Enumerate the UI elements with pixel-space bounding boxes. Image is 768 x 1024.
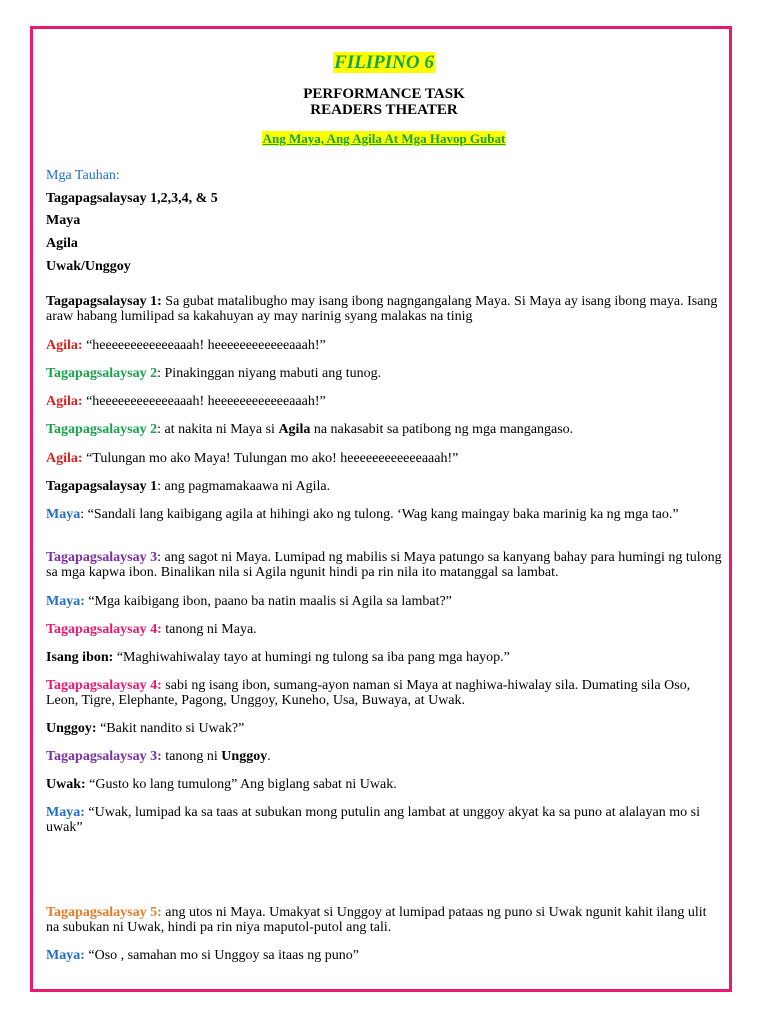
line-text: : ang pagmamakaawa ni Agila. (157, 479, 331, 494)
speaker-label: Agila: (46, 338, 83, 353)
speaker-label: Tagapagsalaysay 3 (46, 550, 158, 565)
speaker-label: Tagapagsalaysay 4: (46, 678, 162, 693)
cast-member: Agila (46, 236, 78, 251)
script-line (46, 550, 722, 580)
speaker-label: Tagapagsalaysay 1: (46, 294, 162, 309)
cast-member: Maya (46, 213, 81, 228)
line-text: tanong ni (161, 749, 222, 764)
script-line (46, 294, 722, 324)
script-line (46, 905, 722, 935)
script-line (46, 777, 722, 792)
script-line (46, 366, 722, 381)
line-text: “Gusto ko lang tumulong” Ang biglang sabat ni Uwak. (85, 777, 397, 792)
line-text: : ang sagot ni Maya. Lumipad ng mabilis si Maya patungo sa kanyang bahay para humingi ng tulong sa mga kapwa ibon. Binalikan nila si Agila ngunit hindi pa rin nila ito matanggal sa lambat. (46, 550, 722, 580)
cast-member: Tagapagsalaysay 1,2,3,4, & 5 (46, 191, 218, 206)
speaker-label: Isang ibon: (46, 650, 114, 665)
speaker-label: Tagapagsalaysay 1 (46, 479, 158, 494)
story-title: Ang Maya, Ang Agila At Mga Havop Gubat (262, 131, 506, 146)
script-line (46, 721, 722, 736)
line-text: “Uwak, lumipad ka sa taas at subukan mong putulin ang lambat at unggoy akyat ka sa puno at alalayan mo si uwak” (46, 805, 700, 835)
line-text: “Tulungan mo ako Maya! Tulungan mo ako! heeeeeeeeeeeeaaah!” (82, 451, 459, 466)
type-heading: READERS THEATER (310, 102, 458, 118)
line-text: : “Sandali lang kaibigang agila at hihingi ako ng tulong. ‘Wag kang maingay baka marinig ka ng mga tao.” (80, 507, 679, 522)
line-text: sabi ng isang ibon, sumang-ayon naman si Maya at naghiwa-hiwalay sila. Dumating sila Oso, Leon, Tigre, Elephante, Pagong, Unggoy, Kuneho, Usa, Buwaya, at Uwak. (46, 678, 691, 708)
script-line (46, 749, 722, 764)
speaker-label: Uwak: (46, 777, 86, 792)
script-line (46, 394, 722, 409)
speaker-label: Unggoy: (46, 721, 97, 736)
line-text: tanong ni Maya. (161, 622, 257, 637)
line-text: : Pinakinggan niyang mabuti ang tunog. (157, 366, 382, 381)
line-text-bold: Agila (278, 422, 311, 437)
speaker-label: Tagapagsalaysay 3: (46, 749, 162, 764)
line-text: “Maghiwahiwalay tayo at humingi ng tulong sa iba pang mga hayop.” (113, 650, 510, 665)
line-text: “heeeeeeeeeeeeaaah! heeeeeeeeeeeeaaah!” (82, 394, 326, 409)
speaker-label: Maya: (46, 594, 85, 609)
script-line (46, 422, 722, 437)
line-text-bold: Unggoy (221, 749, 268, 764)
speaker-label: Maya: (46, 948, 85, 963)
cast-member: Uwak/Unggoy (46, 259, 131, 274)
line-text: “Bakit nandito si Uwak?” (96, 721, 245, 736)
line-text: “Mga kaibigang ibon, paano ba natin maalis si Agila sa lambat?” (84, 594, 452, 609)
script-line (46, 338, 722, 353)
speaker-label: Maya (46, 507, 81, 522)
speaker-label: Agila: (46, 394, 83, 409)
script-line (46, 507, 722, 522)
script-line (46, 479, 722, 494)
speaker-label: Agila: (46, 451, 83, 466)
speaker-label: Tagapagsalaysay 2 (46, 366, 158, 381)
subject-title: FILIPINO 6 (334, 52, 434, 73)
line-text: “heeeeeeeeeeeeaaah! heeeeeeeeeeeeaaah!” (82, 338, 326, 353)
script-line (46, 678, 722, 708)
script-line (46, 622, 722, 637)
script-line (46, 805, 722, 835)
line-text: Sa gubat matalibugho may isang ibong nagngangalang Maya. Si Maya ay isang ibong maya. Isang araw habang lumilipad sa kakahuyan ay may narinig syang malakas na tinig (46, 294, 718, 324)
speaker-label: Maya: (46, 805, 85, 820)
line-text: : at nakita ni Maya si (157, 422, 279, 437)
script-line (46, 948, 722, 963)
script-line (46, 594, 722, 609)
speaker-label: Tagapagsalaysay 2 (46, 422, 158, 437)
script-line (46, 650, 722, 665)
line-text: ang utos ni Maya. Umakyat si Unggoy at lumipad pataas ng puno si Uwak ngunit kahit ilang ulit na subukan ni Uwak, hindi pa rin niya maputol-putol ang tali. (46, 905, 707, 935)
speaker-label: Tagapagsalaysay 4: (46, 622, 162, 637)
cast-heading: Mga Tauhan: (46, 168, 120, 183)
line-text: na nakasabit sa patibong ng mga mangangaso. (310, 422, 574, 437)
line-text: “Oso , samahan mo si Unggoy sa itaas ng puno” (84, 948, 360, 963)
script-line (46, 451, 722, 466)
task-heading: PERFORMANCE TASK (303, 86, 465, 102)
line-text: . (267, 749, 271, 764)
speaker-label: Tagapagsalaysay 5: (46, 905, 162, 920)
